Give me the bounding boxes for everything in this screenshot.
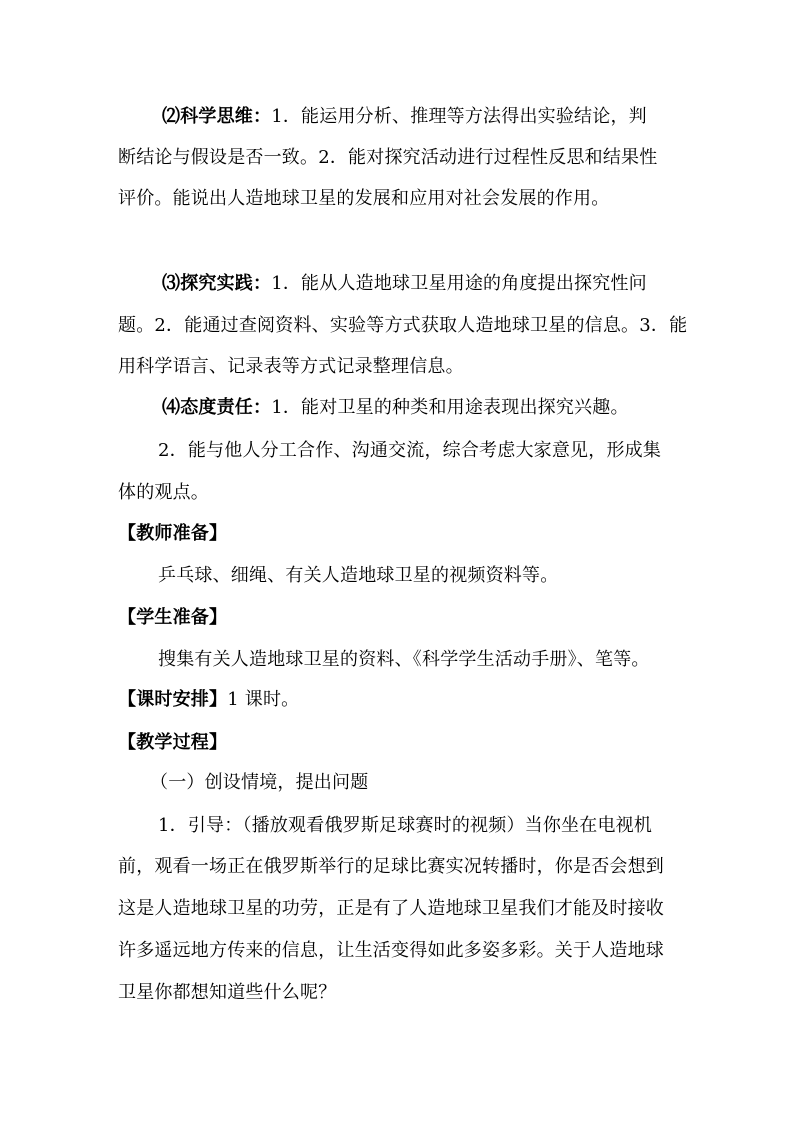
attitude-responsibility-line-1 (162, 396, 629, 420)
scientific-thinking-line-1 (162, 105, 647, 129)
teacher-prep-heading: 【教师准备】 (118, 523, 228, 544)
schedule-text: 1 课时。 (227, 689, 300, 710)
scientific-thinking-label: ⑵科学思维： (162, 106, 272, 127)
student-prep-text: 搜集有关人造地球卫星的资料、《科学学生活动手册》、笔等。 (158, 649, 650, 670)
student-prep-heading: 【学生准备】 (118, 607, 228, 628)
process-subheading: （一）创设情境，提出问题 (150, 772, 369, 793)
attitude-responsibility-text-1: 1．能对卫星的种类和用途表现出探究兴趣。 (271, 397, 629, 418)
process-paragraph-line-3: 这是人造地球卫星的功劳，正是有了人造地球卫星我们才能及时接收 (118, 898, 664, 919)
inquiry-practice-text-1: 1．能从人造地球卫星用途的角度提出探究性问 (271, 273, 647, 294)
schedule-heading: 【课时安排】 (118, 689, 228, 710)
scientific-thinking-text-1: 1．能运用分析、推理等方法得出实验结论，判 (271, 106, 647, 127)
process-paragraph-line-2: 前，观看一场正在俄罗斯举行的足球比赛实况转播时，你是否会想到 (118, 856, 664, 877)
process-paragraph-line-1: 1．引导：（播放观看俄罗斯足球赛时的视频）当你坐在电视机 (158, 815, 653, 836)
inquiry-practice-line-3: 用科学语言、记录表等方式记录整理信息。 (118, 356, 464, 377)
attitude-responsibility-line-2: 2．能与他人分工合作、沟通交流，综合考虑大家意见，形成集 (158, 440, 662, 461)
process-heading: 【教学过程】 (118, 732, 228, 753)
teacher-prep-text: 乒乓球、细绳、有关人造地球卫星的视频资料等。 (158, 565, 559, 586)
attitude-responsibility-label: ⑷态度责任： (162, 397, 272, 418)
schedule-line (118, 688, 299, 712)
inquiry-practice-label: ⑶探究实践： (162, 273, 272, 294)
scientific-thinking-line-3: 评价。能说出人造地球卫星的发展和应用对社会发展的作用。 (118, 188, 610, 209)
inquiry-practice-line-2: 题。2．能通过查阅资料、实验等方式获取人造地球卫星的信息。3．能 (118, 315, 688, 336)
scientific-thinking-line-2: 断结论与假设是否一致。2．能对探究活动进行过程性反思和结果性 (118, 147, 658, 168)
process-paragraph-line-5: 卫星你都想知道些什么呢？ (118, 982, 337, 1003)
process-paragraph-line-4: 许多遥远地方传来的信息，让生活变得如此多姿多彩。关于人造地球 (118, 940, 664, 961)
inquiry-practice-line-1 (162, 272, 647, 296)
attitude-responsibility-line-3: 体的观点。 (118, 482, 209, 503)
